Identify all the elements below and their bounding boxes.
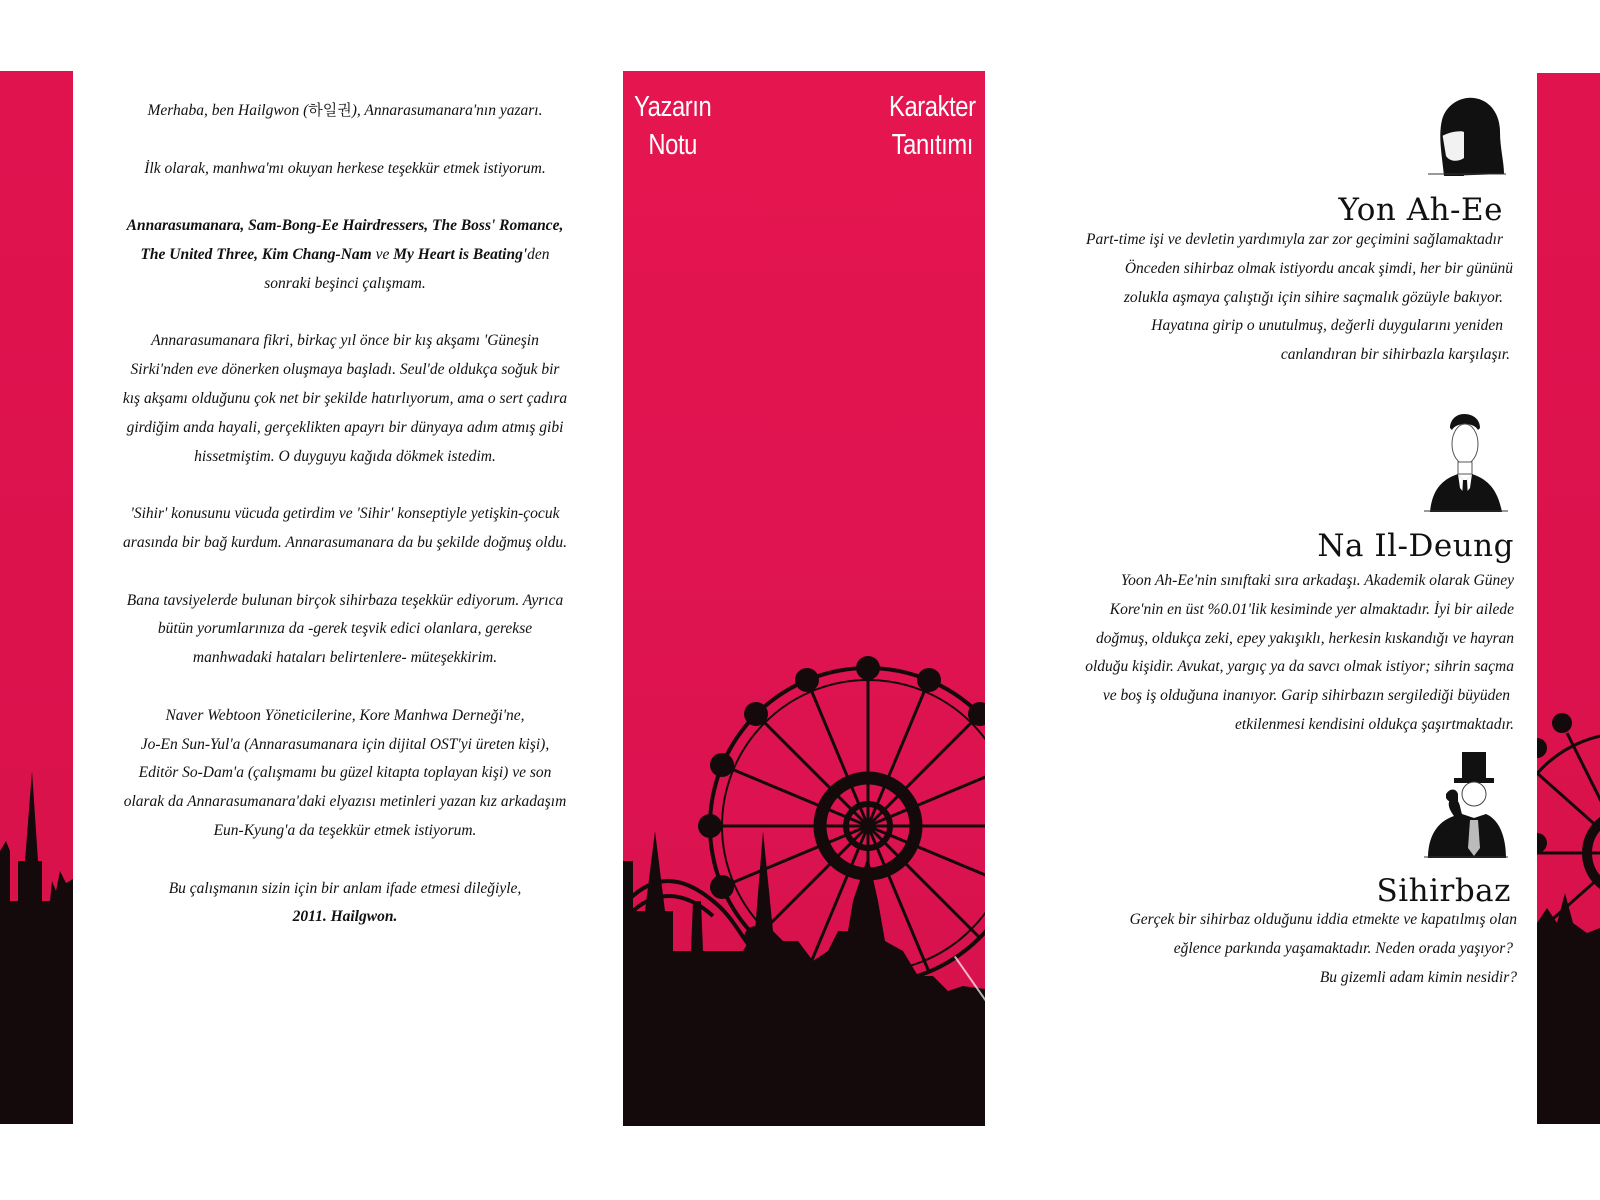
letter-thanks: İlk olarak, manhwa'mı okuyan herkese teşekkür etmek istiyorum. xyxy=(144,159,546,177)
center-red-panel xyxy=(623,71,985,1126)
characters-heading xyxy=(889,88,976,164)
magician-top-hat-icon xyxy=(1424,748,1508,858)
korean-name: 하일권 xyxy=(308,101,352,119)
author-note-heading-line2: Notu xyxy=(648,129,697,161)
character-name-yon-ah-ee: Yon Ah-Ee xyxy=(1338,192,1503,228)
character-description-yon-ah-ee: Part-time işi ve devletin yardımıyla zar zor geçimini sağlamaktadır Önceden sihirbaz olmak istiyordu ancak şimdi, her bir gününü zolukla aşmaya çalıştığı için sihire saçmalık gözüyle bakıyor. Hayatına girip o unutulmuş, değerli duygularını yeniden canlandıran bir sihirbazla karşılaşır. xyxy=(1085,231,1513,364)
author-note-heading xyxy=(634,88,711,164)
character-description-sihirbaz: Gerçek bir sihirbaz olduğunu iddia etmekte ve kapatılmış olan eğlence parkında yaşamaktadır. Neden orada yaşıyor? Bu gizemli adam kimin nesidir? xyxy=(1129,911,1517,986)
right-ferris-wheel-silhouette-icon xyxy=(1537,73,1600,1124)
letter-signature: 2011. Hailgwon. xyxy=(292,908,398,926)
author-letter xyxy=(95,96,595,932)
left-castle-silhouette-icon xyxy=(0,71,73,1124)
character-description-na-il-deung: Yoon Ah-Ee'nin sınıftaki sıra arkadaşı. Akademik olarak Güney Kore'nin en üst %0.01'lik kesiminde yer almaktadır. İyi bir ailede doğmuş, oldukça zeki, epey yakışıklı, herkesin kıskandığı ve hayran olduğu kişidir. Avukat, yargıç ya da savcı olmak istiyor; sihrin saçma ve boş iş olduğuna inanıyor. Garip sihirbazın sergilediği büyüden etkilenmesi kendisini oldukça şaşırtmaktadır. xyxy=(1085,572,1514,733)
letter-idea: Annarasumanara fikri, birkaç yıl önce bir kış akşamı 'Güneşin Sirki'nden eve dönerken oluşmaya başladı. Seul'de oldukça soğuk bir kış akşamı olduğunu çok net bir şekilde hatırlıyorum, ama o sert çadıra girdiğim anda hayali, gerçeklikten apayrı bir dünyaya adım atmış gibi hissetmiştim. O duyguyu kağıda dökmek istedim. xyxy=(122,332,568,465)
letter-advice: Bana tavsiyelerde bulunan birçok sihirbaza teşekkür ediyorum. Ayrıca bütün yorumlarınıza da -gerek teşvik edici olanlara, gerekse manhwadaki hataları belirtenlere- müteşekkirim. xyxy=(126,591,564,667)
characters-heading-line1: Karakter xyxy=(889,91,976,123)
character-name-na-il-deung: Na Il-Deung xyxy=(1317,528,1514,564)
author-note-heading-line1: Yazarın xyxy=(634,91,712,123)
right-red-band xyxy=(1537,73,1600,1124)
character-name-sihirbaz: Sihirbaz xyxy=(1376,873,1511,909)
letter-credits: Naver Webtoon Yöneticilerine, Kore Manhwa Derneği'ne, Jo-En Sun-Yul'a (Annarasumanara için dijital OST'yi üreten kişi), Editör So-Dam'a (çalışmamı bu güzel kitapta toplayan kişi) ve son olarak da Annarasumanara'daki elyazısı metinleri yazan kız arkadaşım Eun-Kyung'a da teşekkür etmek istiyorum. xyxy=(123,706,567,839)
boy-in-suit-icon xyxy=(1424,412,1508,512)
letter-works: Annarasumanara, Sam-Bong-Ee Hairdressers, The Boss' Romance, The United Three, Kim Chang-Nam ve My Heart is Beating'den sonraki beşinci çalışmam. xyxy=(126,217,564,292)
letter-greeting: Merhaba, ben Hailgwon (하일권), Annarasumanara'nın yazarı. xyxy=(147,101,543,119)
characters-heading-line2: Tanıtımı xyxy=(892,129,974,161)
left-red-band xyxy=(0,71,73,1124)
letter-closing: Bu çalışmanın sizin için bir anlam ifade etmesi dileğiyle, 2011. Hailgwon. xyxy=(168,879,522,926)
girl-silhouette-icon xyxy=(1424,96,1506,176)
letter-magic: 'Sihir' konusunu vücuda getirdim ve 'Sihir' konseptiyle yetişkin-çocuk arasında bir bağ kurdum. Annarasumanara da bu şekilde doğmuş oldu. xyxy=(123,505,567,551)
ferris-wheel-silhouette-icon xyxy=(623,71,985,1126)
